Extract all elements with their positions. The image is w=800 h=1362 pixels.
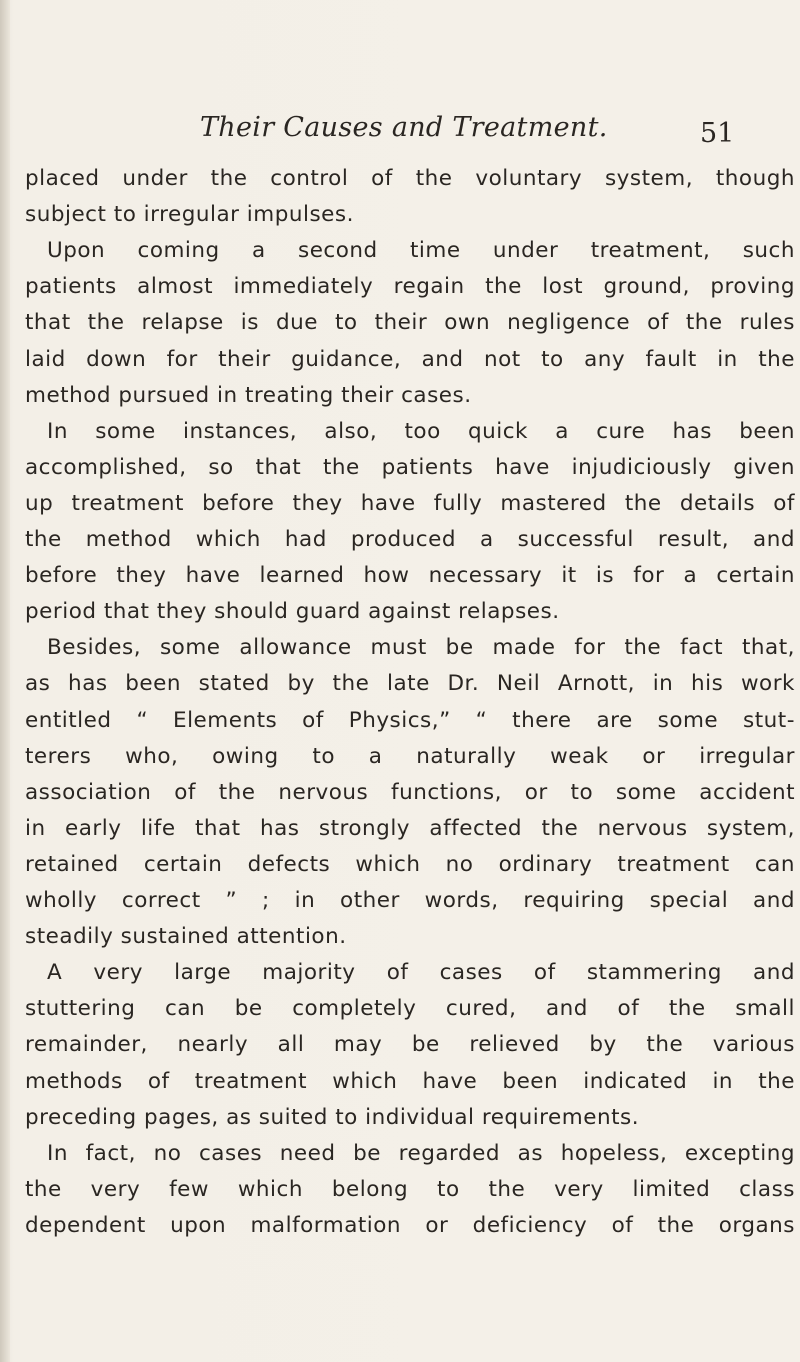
text-line: Besides, some allowance must be made for the fact that, [47, 635, 795, 661]
text-line: In some instances, also, too quick a cure has been [47, 418, 795, 444]
running-title: Their Causes and Treatment. [200, 112, 608, 143]
text-line: as has been stated by the late Dr. Neil Arnott, in his work [25, 671, 795, 697]
text-line: wholly correct ” ; in other words, requiring special and [25, 888, 795, 913]
text-line: patients almost immediately regain the lost ground, proving [25, 274, 795, 300]
text-line: the method which had produced a successful result, and [25, 527, 795, 552]
text-line: steadily sustained attention. [25, 924, 347, 950]
text-line: accomplished, so that the patients have injudiciously given [25, 454, 795, 480]
text-line: In fact, no cases need be regarded as hopeless, excepting [47, 1140, 795, 1166]
text-line: stuttering can be completely cured, and of the small [25, 996, 795, 1022]
text-line: association of the nervous functions, or to some accident [25, 779, 795, 805]
text-line: before they have learned how necessary it is for a certain [25, 563, 795, 589]
text-line: up treatment before they have fully mastered the details of [25, 490, 795, 516]
text-line: period that they should guard against relapses. [25, 599, 560, 625]
text-line: dependent upon malformation or deficiency of the organs [25, 1212, 795, 1238]
text-line: method pursued in treating their cases. [25, 382, 472, 408]
running-header [0, 112, 800, 152]
text-line: preceding pages, as suited to individual requirements. [25, 1104, 640, 1130]
text-line: entitled “ Elements of Physics,” “ there are some stut- [25, 707, 795, 733]
text-line: methods of treatment which have been indicated in the [25, 1068, 795, 1094]
text-line: A very large majority of cases of stammering and [47, 960, 795, 986]
text-line: in early life that has strongly affected the nervous system, [25, 815, 795, 841]
text-line: the very few which belong to the very limited class [25, 1176, 795, 1202]
page-binding-edge [0, 0, 10, 1362]
page-number: 51 [700, 118, 735, 149]
text-line: remainder, nearly all may be relieved by the various [25, 1032, 795, 1058]
text-line: laid down for their guidance, and not to any fault in the [25, 346, 795, 372]
text-line: placed under the control of the voluntary system, though [25, 166, 795, 191]
text-line: that the relapse is due to their own negligence of the rules [25, 310, 795, 336]
text-line: retained certain defects which no ordinary treatment can [25, 851, 795, 877]
text-line: Upon coming a second time under treatment, such [47, 238, 795, 264]
text-line: subject to irregular impulses. [25, 202, 354, 228]
text-line: terers who, owing to a naturally weak or irregular [25, 743, 795, 769]
